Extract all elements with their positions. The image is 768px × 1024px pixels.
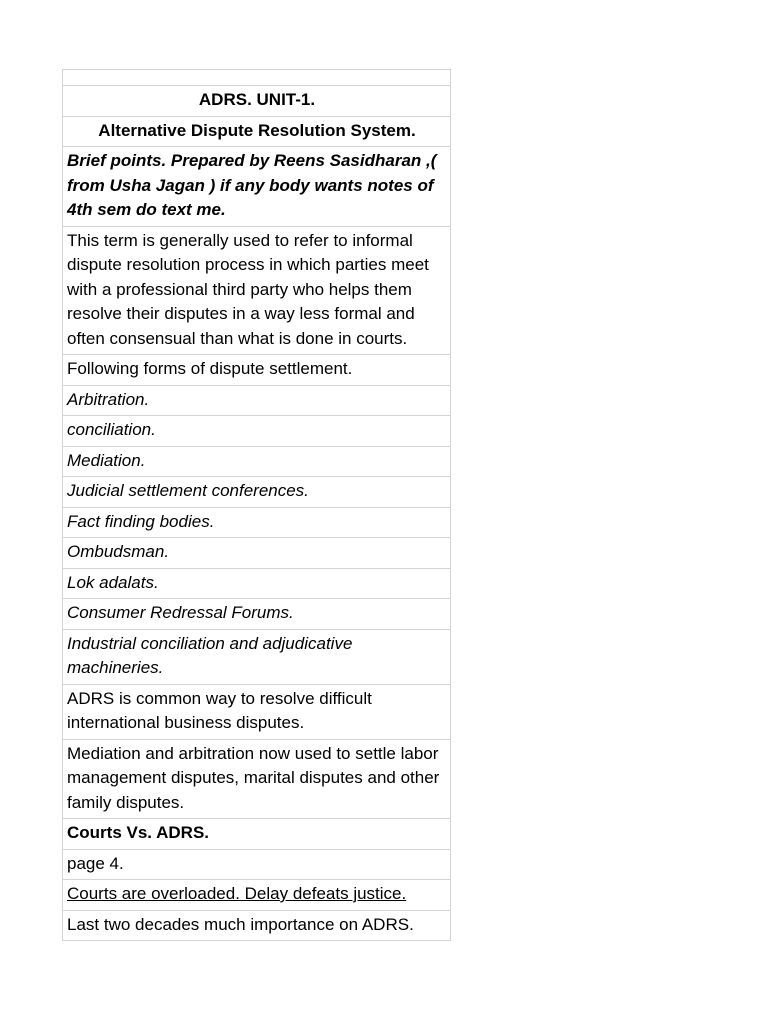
document-subtitle: Alternative Dispute Resolution System. (63, 116, 451, 147)
list-item: Judicial settlement conferences. (63, 477, 451, 508)
list-item: Lok adalats. (63, 568, 451, 599)
table-row-empty (63, 70, 451, 86)
table-row (63, 819, 451, 850)
table-row (63, 538, 451, 569)
list-item: Consumer Redressal Forums. (63, 599, 451, 630)
table-row (63, 355, 451, 386)
list-item: Fact finding bodies. (63, 507, 451, 538)
table-row (63, 568, 451, 599)
table-row (63, 477, 451, 508)
table-row (63, 739, 451, 819)
table-row-title (63, 86, 451, 117)
list-item: Arbitration. (63, 385, 451, 416)
notes-table (62, 69, 451, 941)
table-row (63, 507, 451, 538)
table-row (63, 446, 451, 477)
table-row (63, 599, 451, 630)
section-heading: Courts Vs. ADRS. (63, 819, 451, 850)
table-row (63, 226, 451, 355)
text-cell: Last two decades much importance on ADRS. (63, 910, 451, 941)
table-row-subtitle (63, 116, 451, 147)
table-row (63, 416, 451, 447)
text-cell: Mediation and arbitration now used to settle labor management disputes, marital disputes and other family disputes. (63, 739, 451, 819)
document-title: ADRS. UNIT-1. (63, 86, 451, 117)
list-item: Ombudsman. (63, 538, 451, 569)
list-item: Mediation. (63, 446, 451, 477)
table-cell-empty (63, 70, 451, 86)
page-reference: page 4. (63, 849, 451, 880)
forms-heading: Following forms of dispute settlement. (63, 355, 451, 386)
table-row (63, 880, 451, 911)
list-item: Industrial conciliation and adjudicative machineries. (63, 629, 451, 684)
list-item: conciliation. (63, 416, 451, 447)
table-row (63, 849, 451, 880)
table-row (63, 385, 451, 416)
table-row (63, 629, 451, 684)
definition-paragraph: This term is generally used to refer to informal dispute resolution process in which parties meet with a professional third party who helps them resolve their disputes in a way less formal and often consensual than what is done in courts. (63, 226, 451, 355)
text-cell: ADRS is common way to resolve difficult international business disputes. (63, 684, 451, 739)
author-note: Brief points. Prepared by Reens Sasidharan ,( from Usha Jagan ) if any body wants notes of 4th sem do text me. (63, 147, 451, 227)
underlined-note: Courts are overloaded. Delay defeats justice. (63, 880, 451, 911)
table-row (63, 910, 451, 941)
table-row-credit (63, 147, 451, 227)
table-row (63, 684, 451, 739)
